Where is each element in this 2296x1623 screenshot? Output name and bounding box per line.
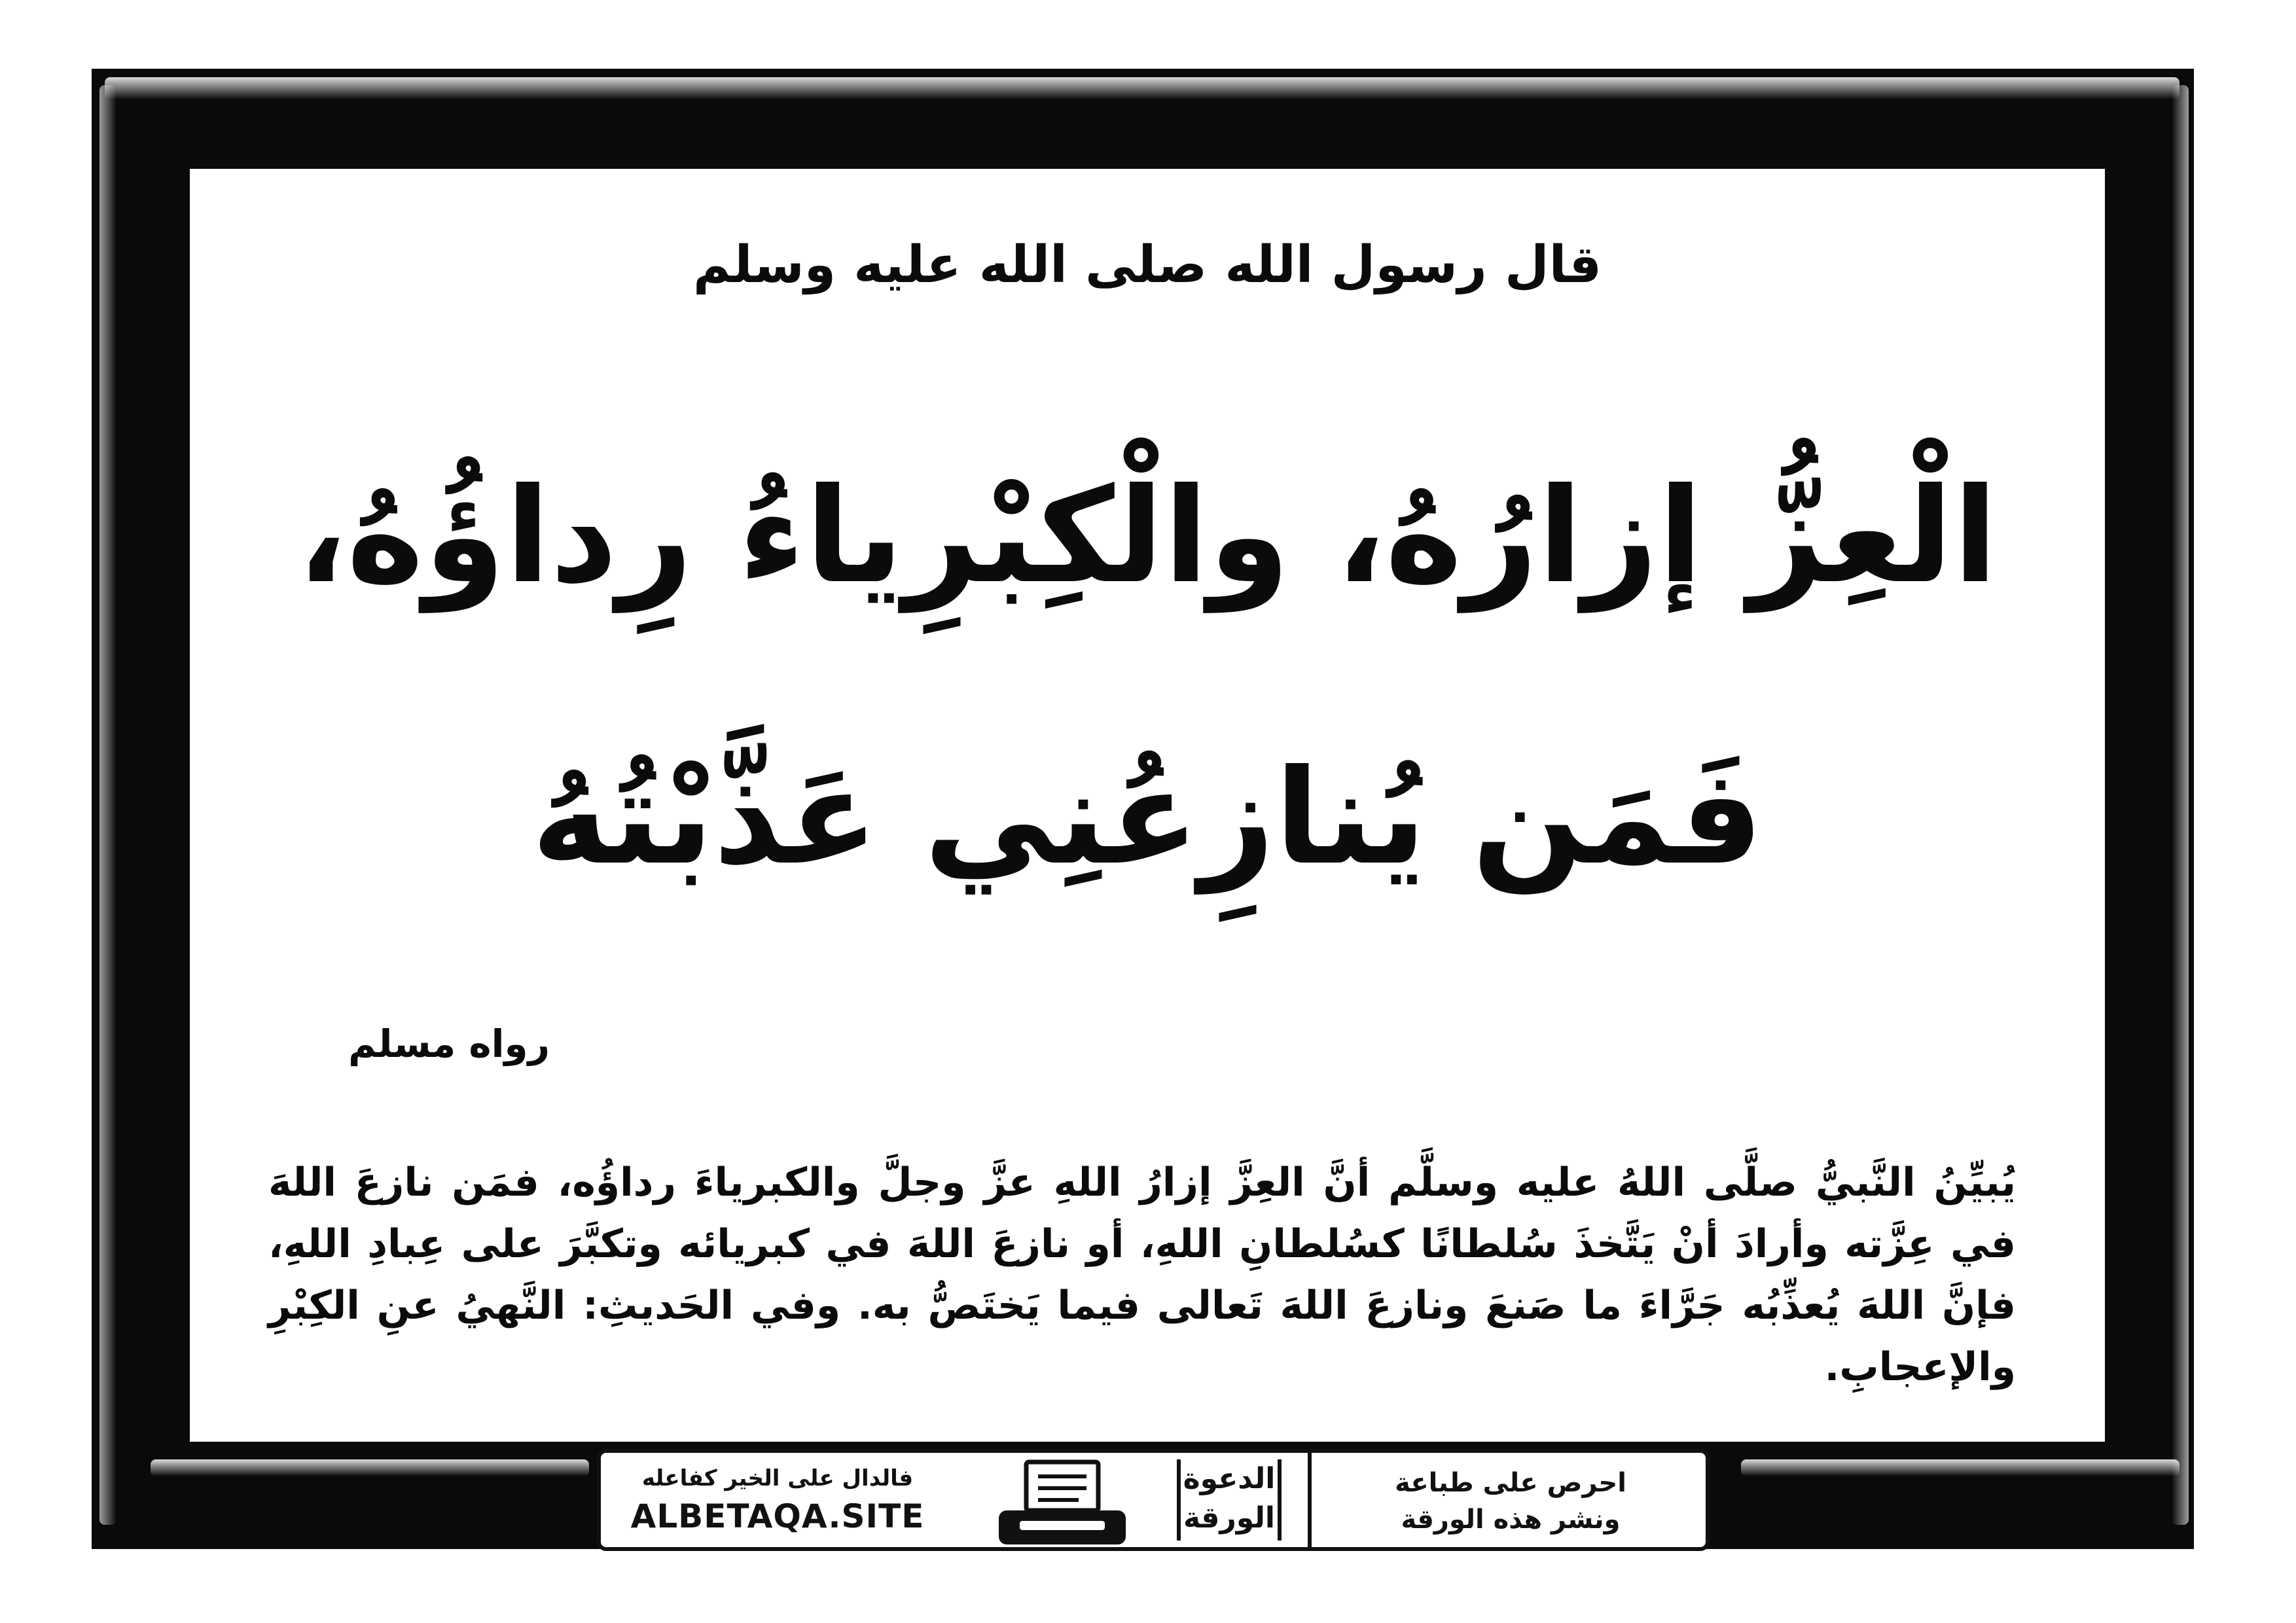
frame-highlight-top — [105, 77, 2179, 99]
frame-highlight-bottom-right — [1741, 1459, 2179, 1476]
footer-bar — [597, 1449, 1710, 1551]
logo-text-top: الدعوة — [1183, 1462, 1276, 1495]
reminder-line-2: ونشر هذه الورقة — [1401, 1505, 1621, 1535]
hadith-text-line-2: فَمَن يُنازِعُنِي عَذَّبْتُهُ — [531, 741, 1764, 894]
reminder-line-1: احرص على طباعة — [1395, 1468, 1626, 1498]
frame-highlight-left — [99, 85, 117, 1525]
dawah-logo — [1177, 1453, 1282, 1547]
printer-icon — [994, 1458, 1131, 1550]
hadith-explanation: يُبيِّنُ النَّبيُّ صلَّى اللهُ عليه وسلَّم أنَّ العِزَّ إزارُ اللهِ عزَّ وجلَّ والكبرياءَ رداؤُه، فمَن نازعَ اللهَ في عِزَّته وأرادَ أنْ يَتَّخذَ سُلطانًا كسُلطانِ اللهِ، أو نازعَ اللهَ في كبريائه وتكبَّرَ على عِبادِ اللهِ، فإنَّ اللهَ يُعذِّبُه جَرَّاءَ ما صَنعَ ونازعَ اللهَ تَعالى فيما يَختَصُّ به. وفي الحَديثِ: النَّهيُ عنِ الكِبْرِ والإعجابِ. — [268, 1160, 2016, 1390]
hadith-text-line-1: الْعِزُّ إزارُهُ، والْكِبْرِياءُ رِداؤُهُ، — [296, 460, 1998, 613]
footer-reminder — [1327, 1465, 1694, 1543]
frame-highlight-right — [2172, 85, 2189, 1525]
logo-text-bottom: الورقة — [1183, 1501, 1275, 1535]
footer-slogan: فالدال على الخير كفاعله — [641, 1465, 914, 1491]
footer-website-block — [614, 1462, 941, 1544]
hadith-attribution: قال رسول الله صلى الله عليه وسلم — [692, 236, 1602, 294]
website-link[interactable]: ALBETAQA.SITE — [630, 1497, 925, 1535]
frame-highlight-bottom-left — [151, 1459, 589, 1476]
hadith-narrator: رواه مسلم — [348, 1022, 550, 1066]
footer-divider — [1308, 1453, 1312, 1547]
